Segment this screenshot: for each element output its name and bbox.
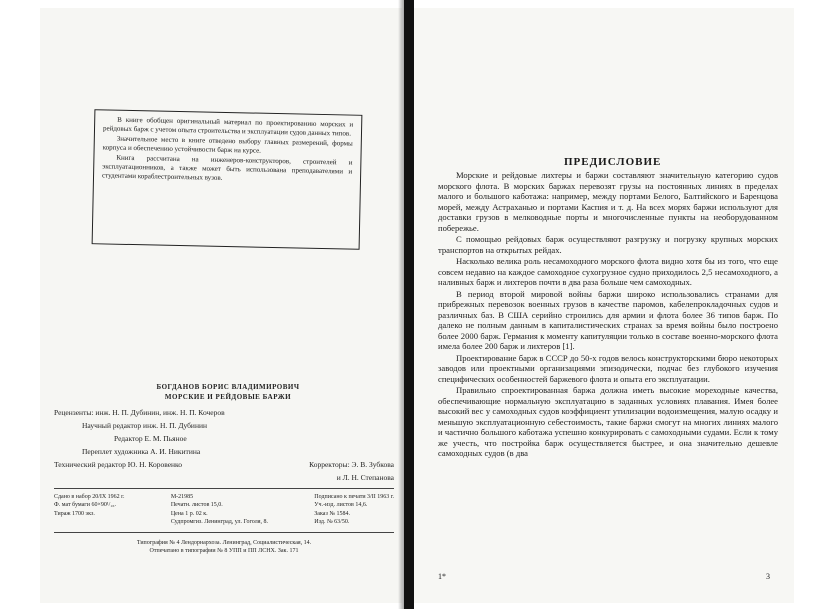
publication-field: Подписано к печати 3/II 1963 г. bbox=[314, 494, 394, 500]
publication-field: Заказ № 1584. bbox=[314, 510, 351, 517]
publication-field: Цена 1 р. 02 к. bbox=[170, 510, 208, 517]
preface-paragraph: С помощью рейдовых барж осуществляют разгрузку и погрузку крупных морских транспортов на открытых рейдах. bbox=[438, 234, 778, 255]
publication-field: Изд. № 63/50. bbox=[314, 519, 350, 526]
book-binding bbox=[404, 0, 414, 609]
page-number: 3 bbox=[766, 572, 770, 581]
preface-body bbox=[438, 170, 778, 460]
imprint-proofreaders: Корректоры: Э. В. Зубкова bbox=[309, 460, 394, 469]
publication-field: Печатн. листов 15,0. bbox=[170, 502, 223, 509]
preface-title: ПРЕДИСЛОВИЕ bbox=[564, 156, 662, 168]
imprint-tech-editor: Технический редактор Ю. Н. Коровенко bbox=[54, 460, 183, 469]
signature-mark: 1* bbox=[438, 572, 446, 581]
publication-field: Ф. мат бумаги 60×90¹/₁₆. bbox=[54, 502, 116, 509]
imprint bbox=[54, 382, 402, 555]
imprint-sci-editor: Научный редактор инж. Н. П. Дубинин bbox=[82, 421, 207, 430]
publication-details bbox=[54, 493, 394, 527]
printer-line: Отпечатано в типографии № 8 УПП и ПП ЛСНХ. Зак. 171 bbox=[149, 547, 299, 554]
preface-paragraph: Морские и рейдовые лихтеры и баржи составляют значительную категорию судов морского флота. В морских баржах перевозят грузы на постоянных линиях в пределах малого и большого каботажа: например, между портами Белого, Балтийского и Баренцова морей, между Астраханью и портами Каспия и т. д. На всех морях баржи используют для доставки грузов в мелководные порты и многочисленные пункты на необорудованном побережье. bbox=[438, 170, 778, 233]
publication-field: М-21985 bbox=[170, 494, 194, 500]
imprint-reviewers: Рецензенты: инж. Н. П. Дубинин, инж. Н. П. Кочеров bbox=[54, 408, 225, 417]
imprint-cover-artist: Переплет художника А. И. Никитина bbox=[82, 447, 201, 456]
publication-col-2 bbox=[171, 493, 268, 527]
preface-paragraph: Проектирование барж в СССР до 50-х годов велось конструкторскими бюро некоторых заводов или проектными организациями эпизодически, подчас без глубокого изучения специфических особенностей баржевого флота и опыта его эксплуатации. bbox=[438, 352, 778, 384]
publication-col-1 bbox=[54, 493, 124, 527]
printer-info bbox=[54, 539, 394, 555]
imprint-title: МОРСКИЕ И РЕЙДОВЫЕ БАРЖИ bbox=[164, 393, 292, 401]
preface-paragraph: Правильно спроектированная баржа должна иметь высокие мореходные качества, обеспечивающие нормальную эксплуатацию в заданных условиях плавания. Имея более высокий вес у самоходных судов коэффициент утилизации водоизмещения, малую осадку и меньшую эксплуатационную себестоимость, такие баржи смогут на многих линиях малого и частично большого каботажа успешно конкурировать с самоходными судами. Если к тому же учесть, что постройка барж осуществляется быстрее, и она значительно дешевле самоходных судов (в два bbox=[438, 385, 778, 458]
imprint-proofreader-2: и Л. Н. Степанова bbox=[336, 473, 394, 482]
annotation-box bbox=[92, 109, 363, 250]
imprint-author: БОГДАНОВ БОРИС ВЛАДИМИРОВИЧ bbox=[156, 383, 300, 391]
annotation-paragraph: В книге обобщен оригинальный материал по проектированию морских и рейдовых барж с учетом опыта строительства и эксплуатации судов данных типов. bbox=[102, 115, 354, 138]
publication-field: Уч.-изд. листов 14,6. bbox=[314, 502, 368, 509]
printer-line: Типография № 4 Лендорнархоза. Ленинград, Социалистическая, 14. bbox=[136, 539, 312, 546]
imprint-divider bbox=[54, 488, 394, 489]
annotation-paragraph: Книга рассчитана на инженеров-конструкторов, строителей и эксплуатационников, а также может быть использована преподавателями и студентами кораблестроительных вузов. bbox=[101, 153, 353, 183]
imprint-editor: Редактор Е. М. Пьяное bbox=[114, 434, 187, 443]
publication-field: Судпромгиз. Ленинград, ул. Гоголя, 8. bbox=[170, 519, 268, 526]
publication-field: Тираж 1700 экз. bbox=[54, 510, 95, 517]
imprint-tech-row bbox=[54, 460, 394, 470]
printer-divider bbox=[54, 532, 394, 533]
publication-field: Сдано в набор 20/IX 1962 г. bbox=[54, 494, 125, 500]
annotation-paragraph: Значительное место в книге отведено выбору главных размерений, формы корпуса и обеспечению устойчивости барж на курсе. bbox=[102, 134, 353, 155]
preface-paragraph: В период второй мировой войны баржи широко использовались странами для прибрежных перевозок военных грузов в качестве паромов, кабелепрокладочных судов и различных баз. В США серийно строились для армии и флота более 36 типов барж. По далеко не полным данным в капиталистических странах за время войны было построено более 2000 барж. Германия к моменту капитуляции только в составе военно-морского флота имела более 200 барж и лихтеров [1]. bbox=[438, 288, 778, 351]
preface-paragraph: Насколько велика роль несамоходного морского флота видно хотя бы из того, что еще совсем недавно на каждое самоходное сухогрузное судно приходилось 2,5 несамоходного, а наливных барж и лихтеров почти в два раза больше чем самоходных. bbox=[438, 256, 778, 287]
publication-col-3 bbox=[314, 493, 394, 527]
